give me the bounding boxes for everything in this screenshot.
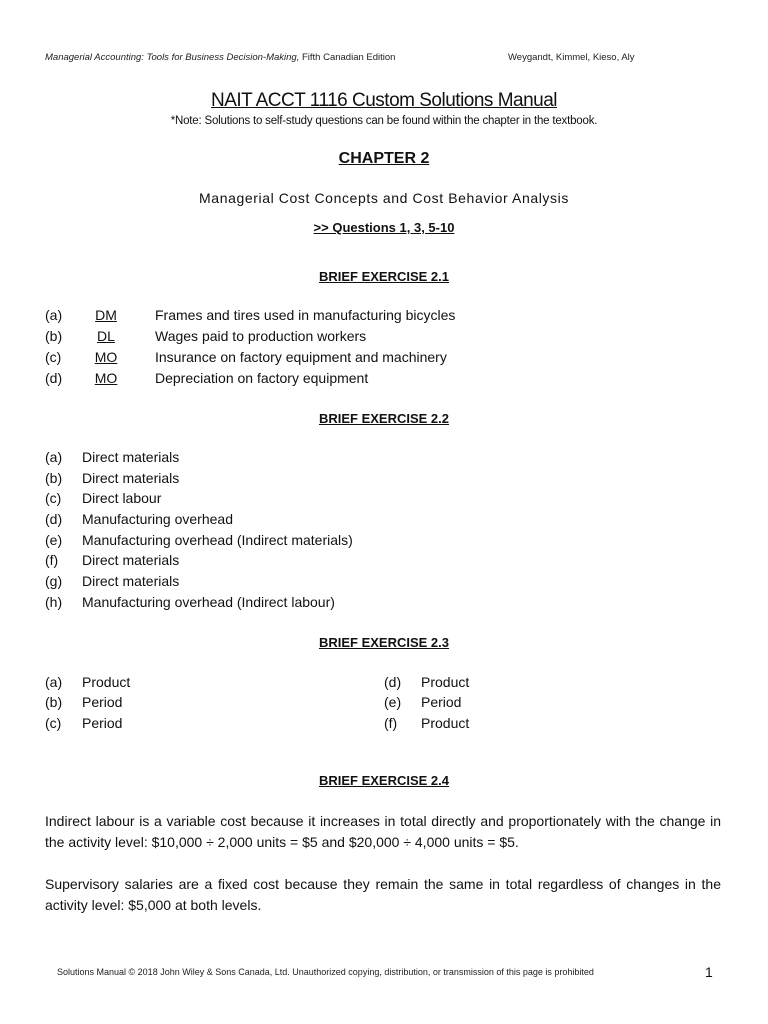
- list-item: [45, 674, 245, 694]
- item-text: Direct materials: [82, 470, 180, 486]
- copyright-notice: Solutions Manual © 2018 John Wiley & Sons Canada, Ltd. Unauthorized copying, distribution, or transmission of this page is prohibited: [57, 967, 594, 977]
- list-item: [45, 573, 445, 593]
- item-text: Product: [421, 674, 470, 690]
- book-authors: Weygandt, Kimmel, Kieso, Aly: [508, 52, 635, 63]
- item-letter: (f): [384, 715, 398, 731]
- section-heading-be21: BRIEF EXERCISE 2.1: [318, 269, 450, 284]
- paragraph-variable-cost: Indirect labour is a variable cost because it increases in total directly and proportionately with the change in the activity level: $10,000 ÷ 2,000 units = $5 and $20,000 ÷ 4,000 units = $5.: [45, 813, 721, 850]
- list-item: [45, 694, 245, 714]
- item-letter: (a): [45, 674, 63, 690]
- item-letter: (f): [45, 552, 59, 568]
- item-text: Depreciation on factory equipment: [155, 370, 369, 386]
- list-item: [384, 694, 584, 714]
- cost-code: MO: [94, 370, 118, 386]
- item-text: Wages paid to production workers: [155, 328, 367, 344]
- item-letter: (b): [45, 328, 63, 344]
- cost-code: DL: [97, 328, 115, 344]
- list-item: [45, 715, 245, 735]
- item-letter: (e): [45, 532, 63, 548]
- item-text: Manufacturing overhead (Indirect labour): [82, 594, 335, 610]
- document-title: NAIT ACCT 1116 Custom Solutions Manual: [210, 90, 558, 111]
- item-letter: (d): [45, 511, 63, 527]
- item-text: Insurance on factory equipment and machinery: [155, 349, 447, 365]
- item-letter: (h): [45, 594, 63, 610]
- section-heading-be24: BRIEF EXERCISE 2.4: [318, 773, 450, 788]
- list-item: [45, 307, 525, 327]
- item-text: Product: [82, 674, 131, 690]
- item-letter: (e): [384, 694, 402, 710]
- list-item: [45, 449, 445, 469]
- list-item: [45, 328, 525, 348]
- list-item: [384, 715, 584, 735]
- item-letter: (c): [45, 715, 62, 731]
- list-item: [45, 349, 525, 369]
- cost-code: DM: [95, 307, 117, 323]
- item-text: Direct labour: [82, 490, 162, 506]
- item-text: Period: [421, 694, 462, 710]
- item-letter: (d): [45, 370, 63, 386]
- page-number: 1: [705, 964, 713, 980]
- item-text: Period: [82, 694, 123, 710]
- running-header: [45, 52, 725, 63]
- item-text: Direct materials: [82, 449, 180, 465]
- section-heading-be23: BRIEF EXERCISE 2.3: [318, 635, 450, 650]
- item-text: Manufacturing overhead (Indirect materials): [82, 532, 353, 548]
- questions-line: >> Questions 1, 3, 5-10: [313, 220, 455, 235]
- item-letter: (c): [45, 490, 62, 506]
- item-letter: (b): [45, 470, 63, 486]
- cost-code: MO: [94, 349, 118, 365]
- list-item: [45, 594, 445, 614]
- item-text: Product: [421, 715, 470, 731]
- paragraph-fixed-cost: Supervisory salaries are a fixed cost because they remain the same in total regardless of changes in the activity level: $5,000 at both levels.: [45, 876, 721, 913]
- chapter-subtitle: Managerial Cost Concepts and Cost Behavior Analysis: [199, 190, 569, 206]
- item-letter: (a): [45, 307, 63, 323]
- item-text: Manufacturing overhead: [82, 511, 233, 527]
- section-heading-be22: BRIEF EXERCISE 2.2: [318, 411, 450, 426]
- list-item: [45, 532, 445, 552]
- book-edition: Fifth Canadian Edition: [299, 52, 396, 63]
- item-text: Direct materials: [82, 552, 180, 568]
- list-item: [45, 370, 525, 390]
- item-letter: (a): [45, 449, 63, 465]
- item-letter: (g): [45, 573, 63, 589]
- item-letter: (d): [384, 674, 402, 690]
- document-note: *Note: Solutions to self-study questions can be found within the chapter in the textbook.: [170, 115, 598, 127]
- list-item: [45, 490, 445, 510]
- item-letter: (b): [45, 694, 63, 710]
- list-item: [45, 470, 445, 490]
- list-item: [384, 674, 584, 694]
- item-text: Direct materials: [82, 573, 180, 589]
- item-letter: (c): [45, 349, 62, 365]
- item-text: Period: [82, 715, 123, 731]
- list-item: [45, 511, 445, 531]
- chapter-title: CHAPTER 2: [338, 150, 430, 167]
- item-text: Frames and tires used in manufacturing bicycles: [155, 307, 456, 323]
- book-title: Managerial Accounting: Tools for Business Decision-Making,: [45, 52, 300, 63]
- list-item: [45, 552, 445, 572]
